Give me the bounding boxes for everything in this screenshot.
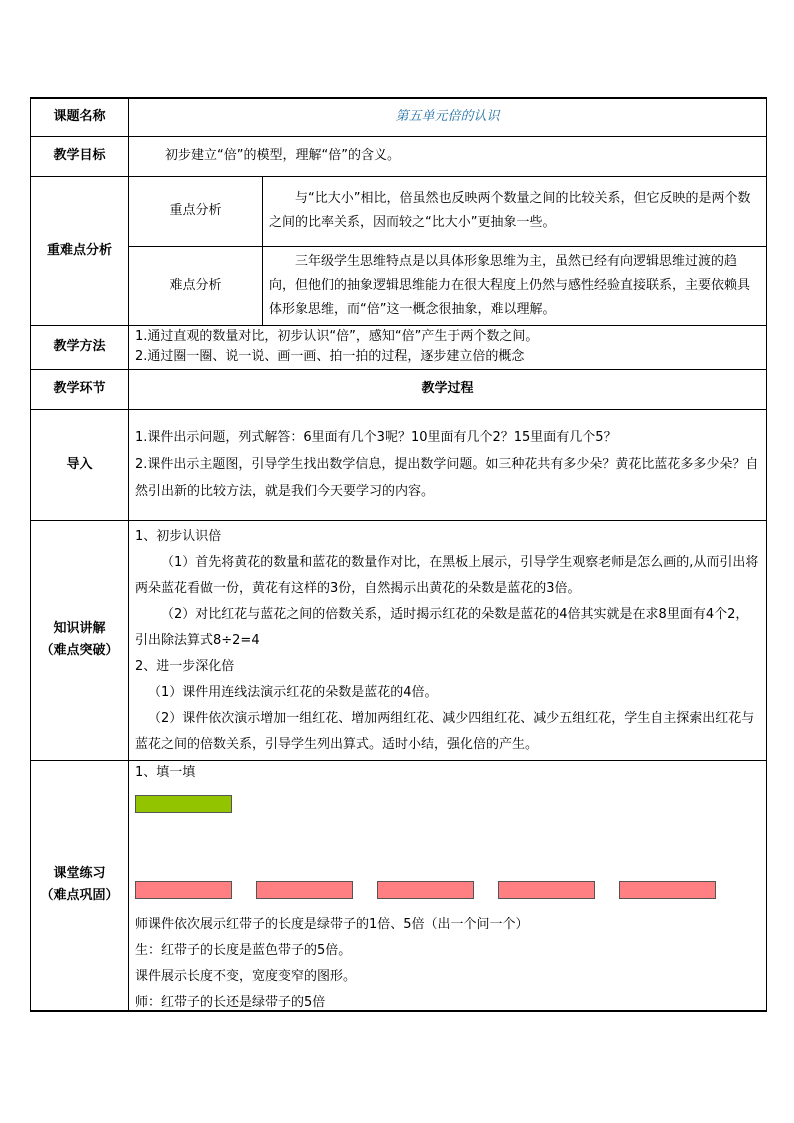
method-item: 2.通过圈一圈、说一说、画一画、拍一拍的过程，逐步建立倍的概念 [135,349,525,364]
practice-line: 生：红带子的长度是蓝色带子的5倍。 [135,942,352,958]
knowledge-heading: 1、初步认识倍 [135,528,222,544]
knowledge-label-main: 知识讲解 [53,621,106,636]
practice-label [31,760,129,1011]
red-strip [256,881,353,899]
intro-line: 1.课件出示问题，列式解答：6里面有几个3呢？10里面有几个2？15里面有几个5？ [135,430,617,445]
practice-text [135,912,760,1016]
method-item: 1.通过直观的数量对比，初步认识“倍”，感知“倍”产生于两个数之间。 [135,329,539,344]
lesson-plan-table [30,97,767,1012]
method-list [129,325,767,369]
intro-label: 导入 [31,409,129,520]
practice-heading: 1、填一填 [135,764,196,780]
practice-line: 师课件依次展示红带子的长度是绿带子的1倍、5倍（出一个问一个） [135,916,529,932]
green-strip [135,795,232,813]
knowledge-content [129,520,767,760]
practice-content [129,760,767,1011]
red-strip [135,881,232,899]
practice-area [129,761,766,1009]
red-strip [498,881,595,899]
course-title: 第五单元倍的认识 [129,98,767,136]
key-point-label: 重点分析 [129,176,263,246]
knowledge-heading: 2、进一步深化倍 [135,658,235,674]
method-label: 教学方法 [31,325,129,369]
practice-line: 课件展示长度不变，宽度变窄的图形。 [135,968,357,984]
knowledge-paragraph: （1）首先将黄花的数量和蓝花的数量作对比，在黑板上展示，引导学生观察老师是怎么画的,从而引出将两朵蓝花看做一份，黄花有这样的3份，自然揭示出黄花的朵数是蓝花的3倍。 [135,554,759,596]
hard-point-text: 三年级学生思维特点是以具体形象思维为主，虽然已经有向逻辑思维过渡的趋向，但他们的抽象逻辑思维能力在很大程度上仍然与感性经验直接联系，主要依赖具体形象思维，而“倍”这一概念很抽象，难以理解。 [263,246,767,325]
knowledge-label [31,520,129,760]
practice-label-sub: （难点巩固） [40,888,119,904]
knowledge-paragraph: （2）对比红花与蓝花之间的倍数关系，适时揭示红花的朵数是蓝花的4倍其实就是在求8里面有4个2，引出除法算式8÷2=4 [135,606,749,648]
objective-label: 教学目标 [31,136,129,176]
intro-line: 2.课件出示主题图，引导学生找出数学信息，提出数学问题。如三种花共有多少朵？黄花比蓝花多多少朵？自然引出新的比较方法，就是我们今天要学习的内容。 [135,457,759,499]
difficulty-label: 重难点分析 [31,176,129,325]
stage-label: 教学环节 [31,369,129,409]
red-strip [619,881,716,899]
practice-line: 师：红带子的长还是绿带子的5倍 [135,994,326,1010]
red-strip [377,881,474,899]
intro-content [129,409,767,520]
objective-text: 初步建立“倍”的模型，理解“倍”的含义。 [129,136,767,176]
knowledge-paragraph: （1）课件用连线法演示红花的朵数是蓝花的4倍。 [148,684,438,700]
process-label: 教学过程 [129,369,767,409]
key-point-text: 与“比大小”相比，倍虽然也反映两个数量之间的比较关系，但它反映的是两个数之间的比率关系，因而较之“比大小”更抽象一些。 [263,176,767,246]
hard-point-label: 难点分析 [129,246,263,325]
course-name-label: 课题名称 [31,98,129,136]
practice-label-main: 课堂练习 [53,866,106,882]
knowledge-paragraph: （2）课件依次演示增加一组红花、增加两组红花、减少四组红花、减少五组红花，学生自主探索出红花与蓝花之间的倍数关系，引导学生列出算式。适时小结，强化倍的产生。 [135,710,755,752]
knowledge-label-sub: （难点突破） [40,643,119,658]
